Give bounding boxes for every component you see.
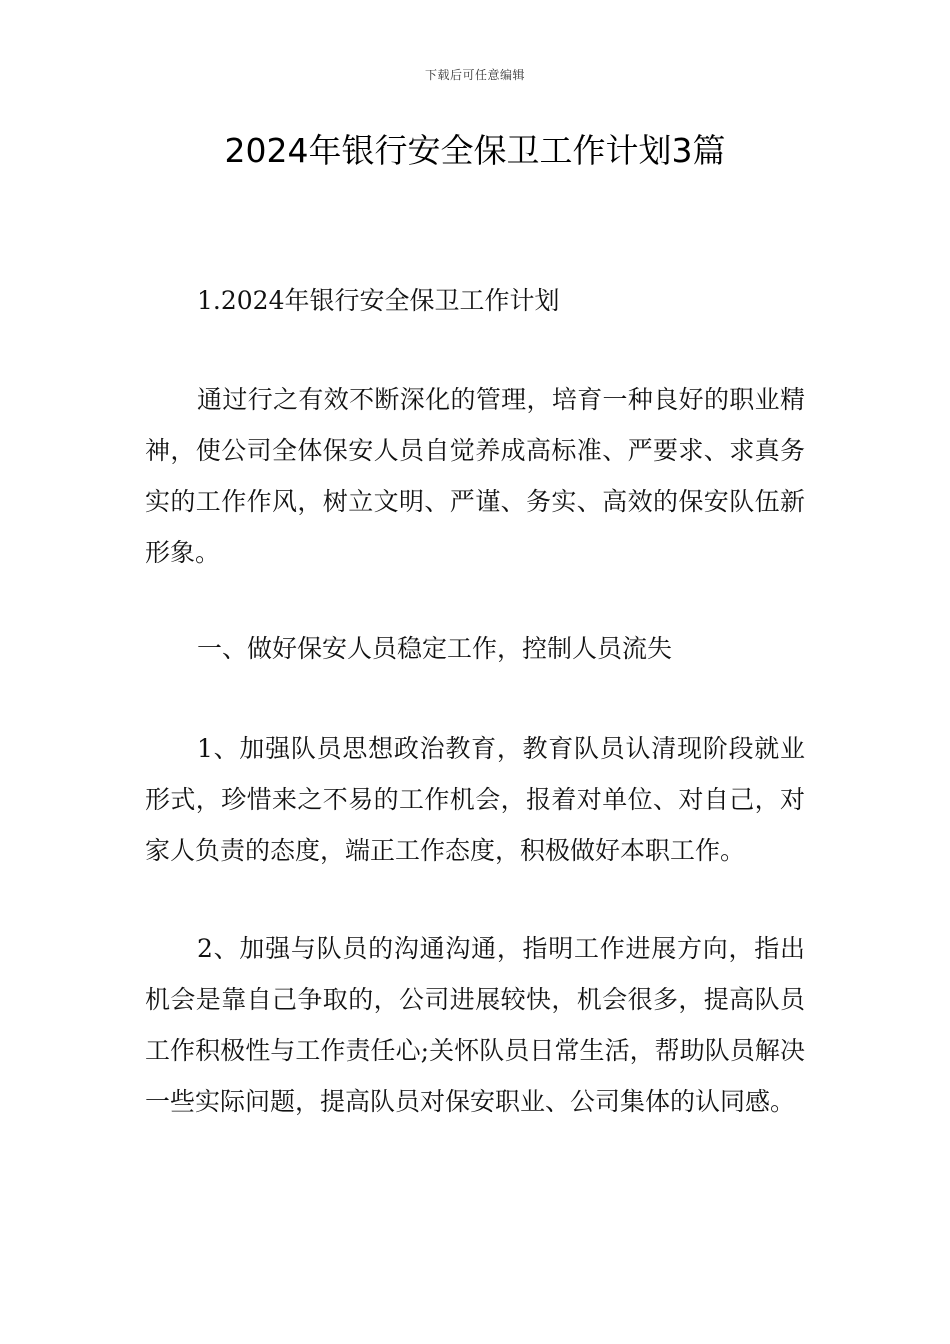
list-item-paragraph-2: 2、加强与队员的沟通沟通，指明工作进展方向，指出机会是靠自己争取的，公司进展较快，机会很多，提高队员工作积极性与工作责任心;关怀队员日常生活，帮助队员解决一些实际问题，提高队员对保安职业、公司集体的认同感。 — [145, 934, 805, 1116]
intro-paragraph: 通过行之有效不断深化的管理，培育一种良好的职业精神，使公司全体保安人员自觉养成高标准、严要求、求真务实的工作作风，树立文明、严谨、务实、高效的保安队伍新形象。 — [145, 385, 805, 567]
header-note: 下载后可任意编辑 — [424, 68, 525, 82]
list-item-paragraph-1: 1、加强队员思想政治教育，教育队员认清现阶段就业形式，珍惜来之不易的工作机会，报着对单位、对自己，对家人负责的态度，端正工作态度，积极做好本职工作。 — [145, 734, 805, 865]
document-title: 2024年银行安全保卫工作计划3篇 — [224, 131, 726, 170]
heading-paragraph: 一、做好保安人员稳定工作，控制人员流失 — [197, 634, 673, 663]
section-title-paragraph: 1.2024年银行安全保卫工作计划 — [197, 286, 560, 315]
